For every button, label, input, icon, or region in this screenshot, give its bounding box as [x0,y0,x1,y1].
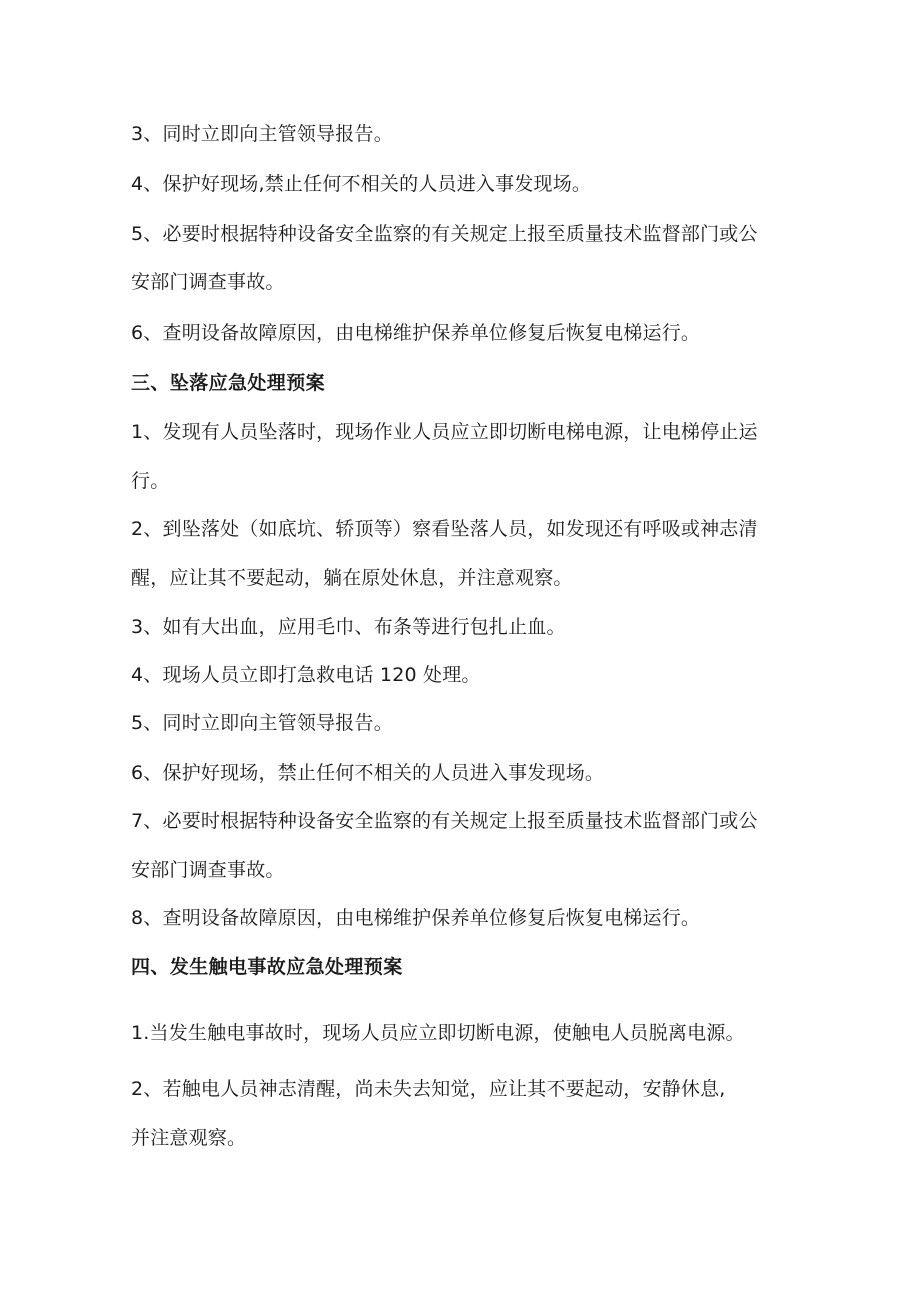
paragraph-line: 6、保护好现场，禁止任何不相关的人员进入事发现场。 [131,762,605,784]
paragraph-line: 3、同时立即向主管领导报告。 [131,123,393,145]
paragraph-line: 4、现场人员立即打急救电话 120 处理。 [131,664,481,686]
paragraph-line: 安部门调查事故。 [131,271,285,293]
paragraph-line: 3、如有大出血，应用毛巾、布条等进行包扎止血。 [131,616,566,638]
paragraph-line: 1、发现有人员坠落时，现场作业人员应立即切断电梯电源，让电梯停止运 [131,421,758,443]
paragraph-line: 4、保护好现场,禁止任何不相关的人员进入事发现场。 [131,173,592,195]
section-heading: 四、发生触电事故应急处理预案 [131,956,403,978]
paragraph-line: 5、同时立即向主管领导报告。 [131,712,393,734]
paragraph-line: 2、若触电人员神志清醒，尚未失去知觉，应让其不要起动，安静休息, [131,1078,726,1100]
section-heading: 三、坠落应急处理预案 [131,372,326,394]
paragraph-line: 7、必要时根据特种设备安全监察的有关规定上报至质量技术监督部门或公 [131,810,758,832]
paragraph-line: 醒，应让其不要起动，躺在原处休息，并注意观察。 [131,567,573,589]
paragraph-line: 并注意观察。 [131,1127,247,1149]
paragraph-line: 1.当发生触电事故时，现场人员应立即切断电源，使触电人员脱离电源。 [131,1022,745,1044]
paragraph-line: 安部门调查事故。 [131,859,285,881]
paragraph-line: 2、到坠落处（如底坑、轿顶等）察看坠落人员，如发现还有呼吸或神志清 [131,518,758,540]
paragraph-line: 行。 [131,470,170,492]
paragraph-line: 5、必要时根据特种设备安全监察的有关规定上报至质量技术监督部门或公 [131,223,758,245]
paragraph-line: 8、查明设备故障原因，由电梯维护保养单位修复后恢复电梯运行。 [131,907,701,929]
paragraph-line: 6、查明设备故障原因，由电梯维护保养单位修复后恢复电梯运行。 [131,322,701,344]
